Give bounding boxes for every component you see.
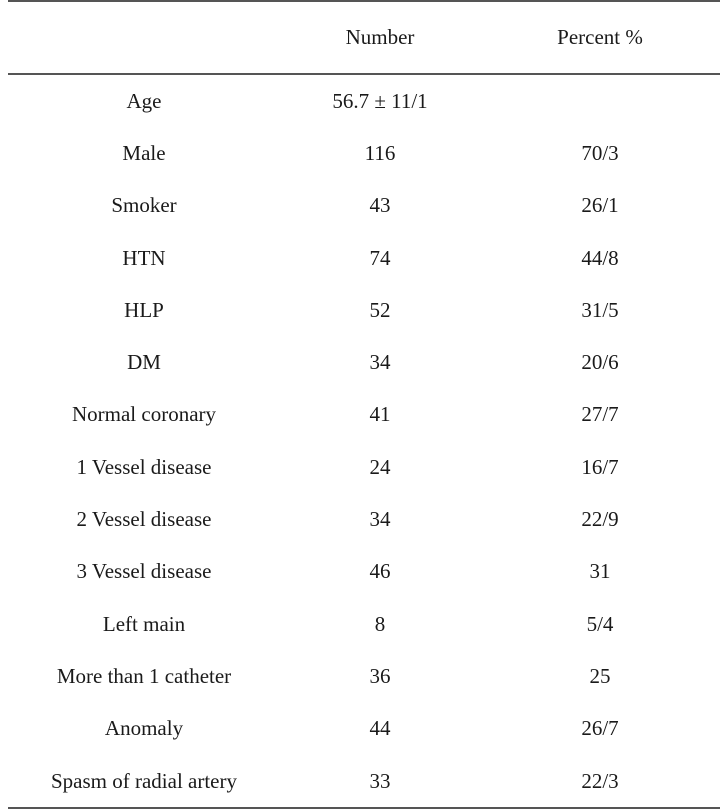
row-percent: 31: [589, 559, 611, 584]
table-row: [8, 336, 720, 388]
row-label: 3 Vessel disease: [76, 559, 212, 584]
table-header: [8, 1, 720, 74]
row-percent: 22/9: [581, 507, 619, 532]
table-row: [8, 755, 720, 808]
table-row: [8, 74, 720, 127]
table-row: [8, 493, 720, 545]
row-number: 8: [374, 611, 386, 636]
row-label: More than 1 catheter: [56, 663, 232, 688]
row-label: Anomaly: [104, 716, 184, 741]
row-percent: 31/5: [581, 297, 619, 322]
row-percent: 27/7: [581, 402, 619, 427]
row-percent: [480, 74, 720, 127]
row-number: 34: [369, 507, 391, 532]
row-label: DM: [127, 350, 161, 375]
header-cell-label: [8, 1, 280, 74]
data-table: [8, 0, 720, 809]
table-row: [8, 650, 720, 702]
row-percent: 44/8: [581, 245, 619, 270]
table-row: [8, 284, 720, 336]
table-row: [8, 598, 720, 650]
row-number: 41: [369, 402, 391, 427]
row-label: HTN: [122, 245, 166, 270]
row-number: 116: [364, 140, 396, 165]
row-number: 44: [369, 716, 391, 741]
table-row: [8, 127, 720, 179]
row-label: Male: [122, 140, 166, 165]
row-number: 43: [369, 193, 391, 218]
row-percent: 26/1: [581, 193, 619, 218]
header-cell-percent: Percent %: [480, 1, 720, 74]
data-table-container: [8, 0, 720, 809]
row-label: Age: [126, 88, 162, 113]
row-percent: 20/6: [581, 350, 619, 375]
row-label: 1 Vessel disease: [76, 454, 212, 479]
row-percent: 22/3: [480, 755, 720, 808]
row-label: Spasm of radial artery: [8, 755, 280, 808]
row-number: 52: [369, 297, 391, 322]
row-number: 24: [369, 454, 391, 479]
row-label: Left main: [102, 611, 186, 636]
header-cell-number: Number: [280, 1, 480, 74]
row-label: Smoker: [111, 193, 177, 218]
row-number: 46: [369, 559, 391, 584]
row-label: Normal coronary: [71, 402, 217, 427]
row-number: 36: [369, 663, 391, 688]
row-number: 74: [369, 245, 391, 270]
table-body: [8, 74, 720, 808]
row-label: 2 Vessel disease: [76, 507, 212, 532]
row-percent: 26/7: [581, 716, 619, 741]
table-row: [8, 232, 720, 284]
table-row: [8, 389, 720, 441]
header-row: [8, 1, 720, 74]
row-percent: 16/7: [581, 454, 619, 479]
table-row: [8, 546, 720, 598]
row-percent: 70/3: [581, 140, 619, 165]
table-row: [8, 180, 720, 232]
table-row: [8, 703, 720, 755]
row-label: HLP: [124, 297, 164, 322]
row-number: 56.7 ± 11/1: [332, 88, 428, 113]
row-number: 33: [280, 755, 480, 808]
row-percent: 5/4: [586, 611, 614, 636]
row-percent: 25: [589, 663, 611, 688]
table-row: [8, 441, 720, 493]
row-number: 34: [369, 350, 391, 375]
